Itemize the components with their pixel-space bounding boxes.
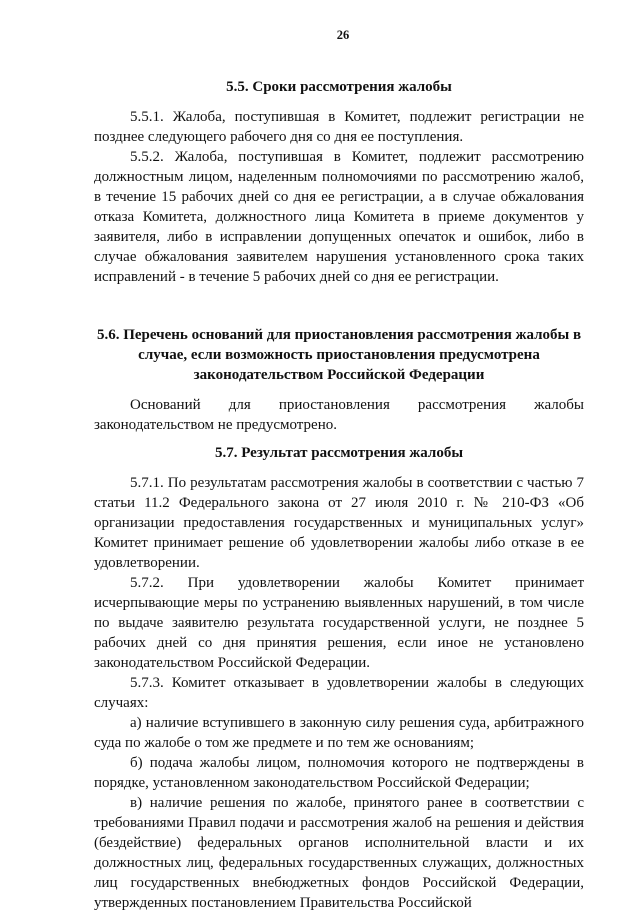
list-item-b: б) подача жалобы лицом, полномочия которого не подтверждены в порядке, установленном законодательством Российской Федерации; [94,755,584,791]
section-5-7-heading: 5.7. Результат рассмотрения жалобы [214,445,464,461]
page-number: 26 [336,28,350,42]
section-5-5-heading: 5.5. Сроки рассмотрения жалобы [226,79,452,95]
paragraph-5-7-3: 5.7.3. Комитет отказывает в удовлетворении жалобы в следующих случаях: [94,675,584,711]
section-5-6-heading: 5.6. Перечень оснований для приостановления рассмотрения жалобы в случае, если возможность приостановления предусмотрена законодательством Российской Федерации [96,327,582,383]
paragraph-5-7-2: 5.7.2. При удовлетворении жалобы Комитет принимает исчерпывающие меры по устранению выявленных нарушений, в том числе по выдаче заявителю результата государственной услуги, не позднее 5 рабочих дней со дня принятия решения, если иное не установлено законодательством Российской Федерации. [94,575,584,671]
paragraph-5-5-1: 5.5.1. Жалоба, поступившая в Комитет, подлежит регистрации не позднее следующего рабочего дня со дня ее поступления. [94,109,584,145]
paragraph-5-6: Оснований для приостановления рассмотрения жалобы законодательством не предусмотрено. [94,397,584,433]
paragraph-5-7-1: 5.7.1. По результатам рассмотрения жалобы в соответствии с частью 7 статьи 11.2 Федерального закона от 27 июля 2010 г. № 210-ФЗ «Об организации предоставления государственных и муниципальных услуг» Комитет принимает решение об удовлетворении жалобы либо отказе в ее удовлетворении. [94,475,584,571]
paragraph-5-5-2: 5.5.2. Жалоба, поступившая в Комитет, подлежит рассмотрению должностным лицом, наделенным полномочиями по рассмотрению жалоб, в течение 15 рабочих дней со дня ее регистрации, а в случае обжалования отказа Комитета, должностного лица Комитета в приеме документов у заявителя, либо в исправлении допущенных опечаток и ошибок, либо в случае обжалования заявителем нарушения установленного срока таких исправлений - в течение 5 рабочих дней со дня ее регистрации. [94,149,584,285]
list-item-a: а) наличие вступившего в законную силу решения суда, арбитражного суда по жалобе о том же предмете и по тем же основаниям; [94,715,584,751]
list-item-v: в) наличие решения по жалобе, принятого ранее в соответствии с требованиями Правил подачи и рассмотрения жалоб на решения и действия (бездействие) федеральных органов исполнительной власти и их должностных лиц, федеральных государственных служащих, должностных лиц государственных внебюджетных фондов Российской Федерации, утвержденных постановлением Правительства Российской [94,795,584,911]
